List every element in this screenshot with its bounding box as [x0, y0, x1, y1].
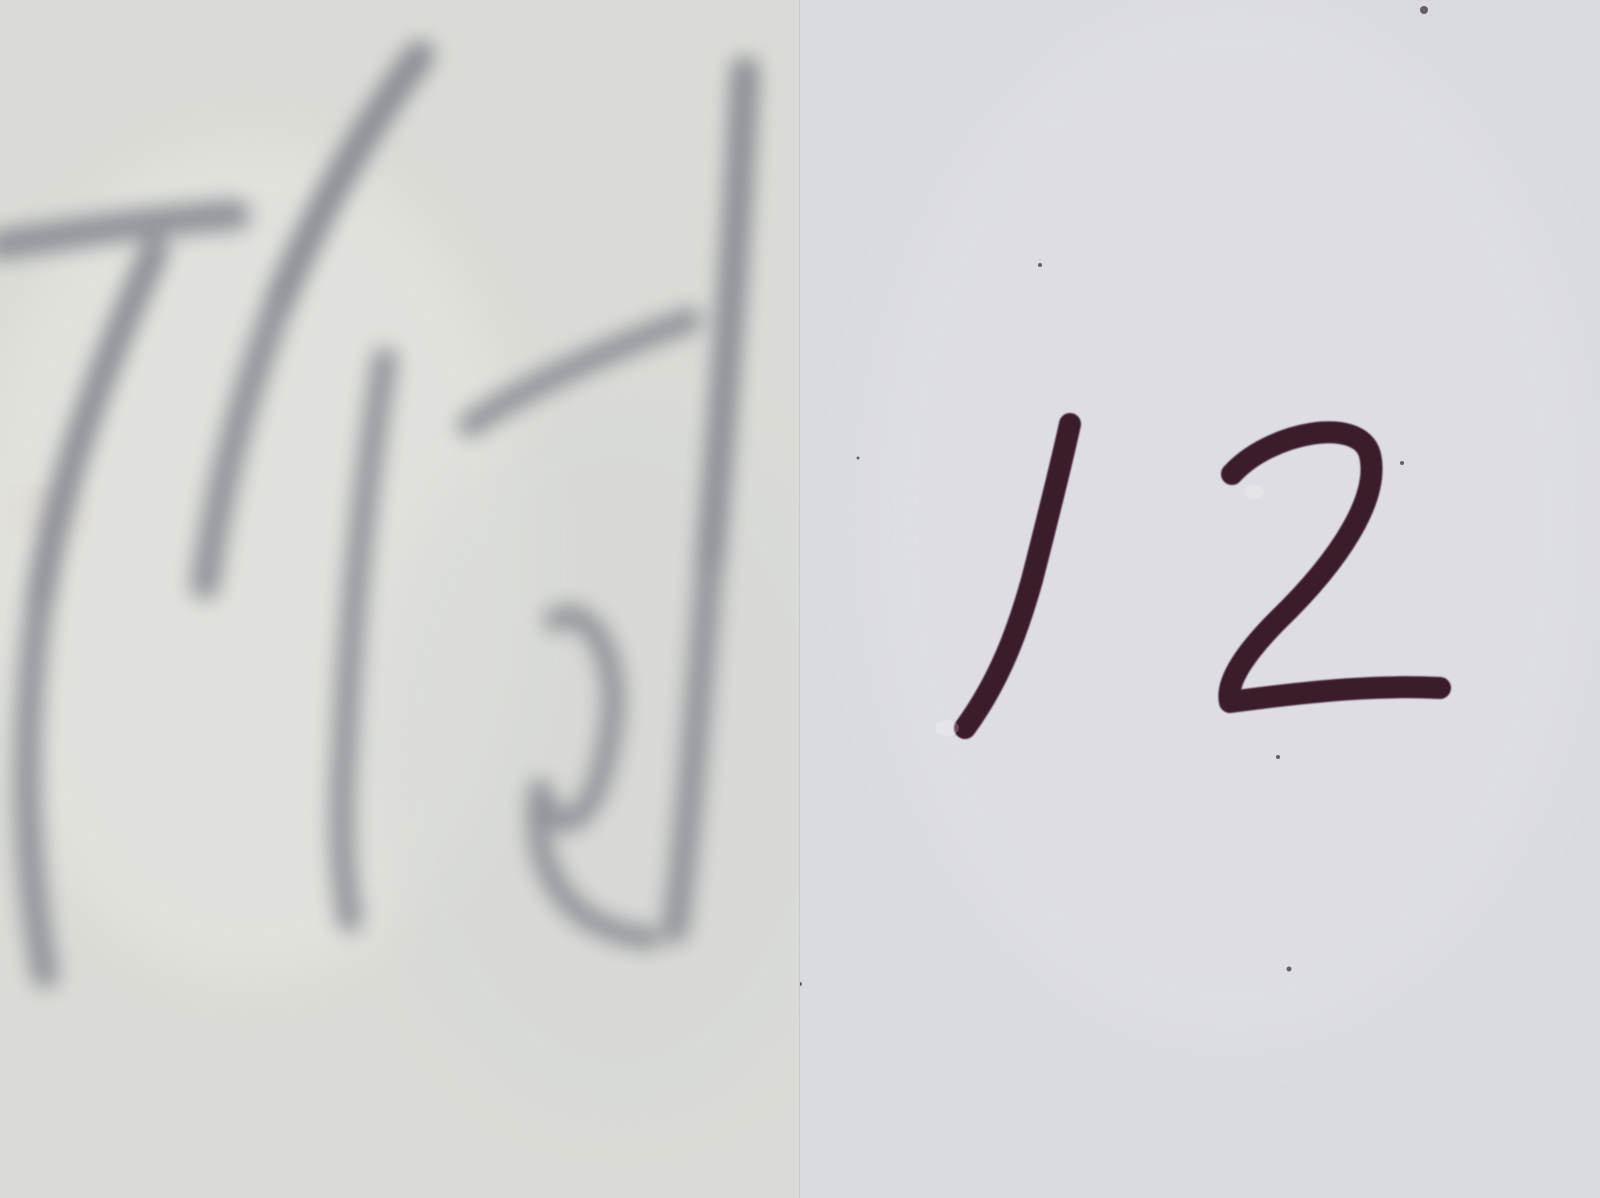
right-photo-panel — [800, 0, 1600, 1198]
handwritten-number-drawing — [800, 0, 1600, 1198]
